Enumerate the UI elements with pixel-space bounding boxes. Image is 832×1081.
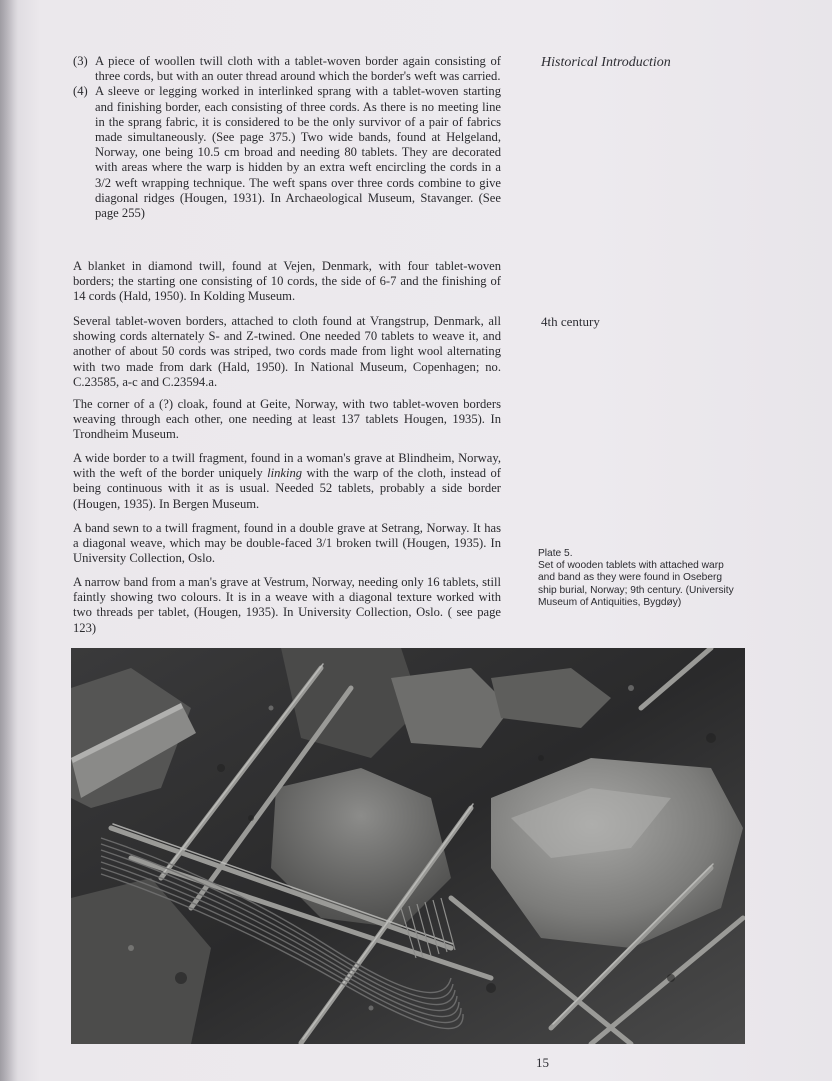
margin-date: 4th century xyxy=(541,314,600,329)
list-item-number: (4) xyxy=(73,84,88,99)
paragraph-blindheim xyxy=(73,451,501,512)
list-item-text: A piece of woollen twill cloth with a tablet-woven border again consisting of three cords, but with an outer thread around which the border's weft was carried. xyxy=(95,54,501,84)
list-item-3 xyxy=(73,54,501,84)
paragraph-blindheim-italic: linking xyxy=(267,466,303,481)
plate-caption-text: Set of wooden tablets with attached warp and band as they were found in Oseberg ship burial, Norway; 9th century. (University Museum of Antiquities, Bygdøy) xyxy=(538,560,734,608)
plate-label: Plate 5. xyxy=(538,548,573,559)
plate-caption xyxy=(538,548,738,609)
paragraph-vejen: A blanket in diamond twill, found at Vejen, Denmark, with four tablet-woven borders; the starting one consisting of 10 cords, the side of 6-7 and the finishing of 14 cords (Hald, 1950). In Kolding Museum. xyxy=(73,259,501,304)
list-item-number: (3) xyxy=(73,54,88,68)
running-header: Historical Introduction xyxy=(541,55,671,70)
paragraph-blindheim-part1: A wide border to a twill fragment, found in a woman's grave at Blindheim, Norway, with the weft of the border uniquely xyxy=(73,451,501,481)
photo-image xyxy=(71,648,745,1044)
plate-photograph xyxy=(71,648,745,1044)
paragraph-vrangstrup: Several tablet-woven borders, attached to cloth found at Vrangstrup, Denmark, all showing cords alternately S- and Z-twined. One needed 70 tablets to weave it, and another of about 50 cords was striped, two cords made from light wool alternating with two made from dark (Hald, 1950). In National Museum, Copenhagen; no. C.23585, a-c and C.23594.a. xyxy=(73,314,501,389)
paragraph-setrang: A band sewn to a twill fragment, found in a double grave at Setrang, Norway. It has a diagonal weave, which may be double-faced 3/1 broken twill (Hougen, 1935). In University Collection, Oslo. xyxy=(73,521,501,566)
page-number: 15 xyxy=(536,1055,549,1070)
paragraph-geite: The corner of a (?) cloak, found at Geite, Norway, with two tablet-woven borders weaving through each other, one needing at least 137 tablets Hougen, 1935). In Trondheim Museum. xyxy=(73,397,501,442)
list-item-text: A sleeve or legging worked in interlinked sprang with a tablet-woven starting and finishing border, each consisting of three cords. As there is no meeting line in the sprang fabric, it is considered to be the only survivor of a pair of fabrics made simultaneously. (See page 375.) Two wide bands, found at Helgeland, Norway, one being 10.5 cm broad and needing 80 tablets. They are decorated with areas where the warp is hidden by an extra weft encircling the cords in a 3/2 weft wrapping technique. The weft spans over three cords combine to give diagonal ridges (Hougen, 1931). In Archaeological Museum, Stavanger. (See page 255) xyxy=(95,84,501,221)
list-item-4 xyxy=(73,84,501,221)
paragraph-vestrum: A narrow band from a man's grave at Vestrum, Norway, needing only 16 tablets, still faintly showing two colours. It is in a weave with a diagonal texture worked with two threads per tablet, (Hougen, 1935). In University Collection, Oslo. ( see page 123) xyxy=(73,575,501,635)
paragraph-blindheim-part2: with the warp of the cloth, instead of being continuous with it as is usual. Needed 52 tablets, probably a side border (Hougen, 1935). In Bergen Museum. xyxy=(73,466,501,511)
main-text-column xyxy=(73,54,501,635)
spine-shadow xyxy=(0,0,18,1081)
